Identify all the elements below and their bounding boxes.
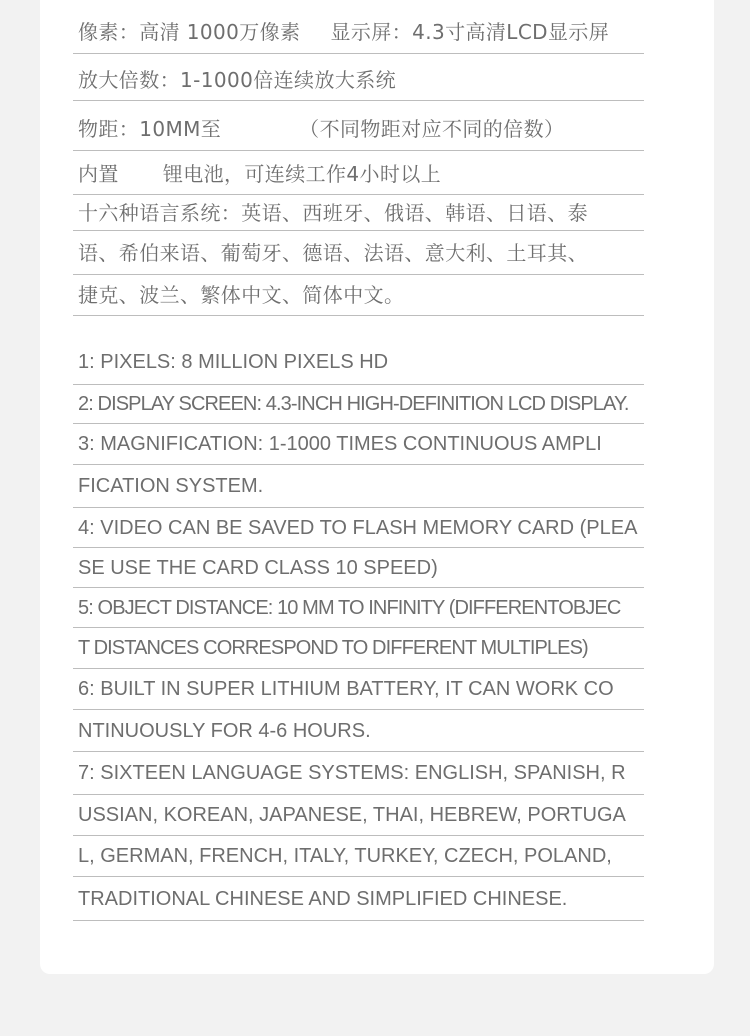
spec-line-en-9: 6: BUILT IN SUPER LITHIUM BATTERY, IT CAN WORK CO [73,669,644,710]
spec-line-en-4: FICATION SYSTEM. [73,465,644,508]
spec-line-languages-zh-1: 十六种语言系统：英语、西班牙、俄语、韩语、日语、泰 [73,195,644,231]
spec-line-en-1: 1: PIXELS: 8 MILLION PIXELS HD [73,340,644,385]
spec-line-en-3: 3: MAGNIFICATION: 1-1000 TIMES CONTINUOUS AMPLI [73,424,644,465]
spec-line-en-10: NTINUOUSLY FOR 4-6 HOURS. [73,710,644,752]
spec-line-en-8: T DISTANCES CORRESPOND TO DIFFERENT MULTIPLES) [73,628,644,669]
spec-line-magnification-zh: 放大倍数：1-1000倍连续放大系统 [73,60,644,101]
spec-line-en-13: L, GERMAN, FRENCH, ITALY, TURKEY, CZECH, POLAND, [73,836,644,877]
spec-line-pixels-display-zh [73,10,644,54]
spec-line-en-12: USSIAN, KOREAN, JAPANESE, THAI, HEBREW, PORTUGA [73,795,644,836]
spec-line-distance-zh: 物距：10MM至 （不同物距对应不同的倍数） [73,107,644,151]
spec-line-en-5: 4: VIDEO CAN BE SAVED TO FLASH MEMORY CARD (PLEA [73,508,644,548]
spec-line-languages-zh-2: 语、希伯来语、葡萄牙、德语、法语、意大利、土耳其、 [73,231,644,275]
spec-line-en-7: 5: OBJECT DISTANCE: 10 MM TO INFINITY (DIFFERENTOBJEC [73,588,644,628]
spec-display-zh: 显示屏：4.3寸高清LCD显示屏 [330,20,610,44]
spec-pixels-zh: 像素：高清 1000万像素 [78,20,301,44]
spec-line-battery-zh: 内置 锂电池，可连续工作4小时以上 [73,153,644,195]
spec-line-en-6: SE USE THE CARD CLASS 10 SPEED) [73,548,644,588]
spec-line-en-11: 7: SIXTEEN LANGUAGE SYSTEMS: ENGLISH, SPANISH, R [73,752,644,795]
spec-line-languages-zh-3: 捷克、波兰、繁体中文、简体中文。 [73,275,644,316]
spec-line-en-14: TRADITIONAL CHINESE AND SIMPLIFIED CHINESE. [73,877,644,921]
spec-line-en-2: 2: DISPLAY SCREEN: 4.3-INCH HIGH-DEFINITION LCD DISPLAY. [73,385,644,424]
